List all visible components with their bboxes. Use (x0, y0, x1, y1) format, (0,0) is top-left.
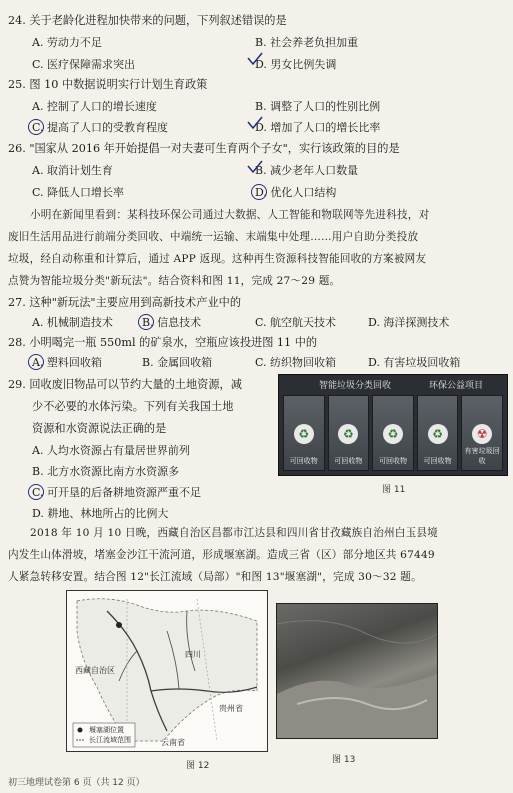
q24-option-d: D. 男女比例失调 (255, 58, 337, 71)
q24-option-b: B. 社会养老负担加重 (255, 36, 359, 49)
passage1-line-4: 点赞为智能垃圾分类"新玩法"。结合资料和图 11，完成 27～29 题。 (8, 275, 341, 287)
figure-13-caption: 图 13 (332, 755, 356, 765)
q25-option-c: C. 提高了人口的受教育程度 (32, 121, 169, 134)
q24-stem: 24. 关于老龄化进程加快带来的问题，下列叙述错误的是 (8, 14, 287, 27)
smart-recycling-figure (278, 374, 508, 476)
q28-option-b: B. 金属回收箱 (142, 356, 213, 369)
q26-option-d: D. 优化人口结构 (255, 186, 337, 199)
recycling-bin (372, 395, 414, 471)
q25-option-b: B. 调整了人口的性别比例 (255, 100, 381, 113)
figure-11-header (279, 378, 507, 392)
q26-checkmark-icon (246, 160, 264, 174)
passage2-line-1: 2018 年 10 月 10 日晚，西藏自治区昌都市江达县和四川省甘孜藏族自治州白玉县境 (30, 527, 438, 539)
figure-11-subtitle: 环保公益项目 (429, 381, 484, 391)
q25-answer-circle (28, 119, 44, 135)
figure-11-caption: 图 11 (382, 485, 406, 495)
hazard-icon: ☢ (472, 424, 492, 444)
q26-option-c: C. 降低人口增长率 (32, 186, 125, 199)
q25-option-d: D. 增加了人口的增长比率 (255, 121, 381, 134)
recycling-bin (417, 395, 459, 471)
legend-lake-location: 堰塞湖位置 (89, 726, 124, 734)
q29-answer-circle (28, 484, 44, 500)
bin-label: 可回收物 (334, 457, 363, 465)
map-label-guizhou: 贵州省 (219, 704, 243, 713)
q28-option-d: D. 有害垃圾回收箱 (368, 356, 461, 369)
q29-stem-line-2: 少不必要的水体污染。下列有关我国土地 (32, 400, 234, 413)
landslide-lake-marker-icon (116, 622, 122, 628)
q27-option-b: B. 信息技术 (142, 316, 202, 329)
hazardous-bin (461, 395, 503, 471)
passage1-line-2: 废旧生活用品进行前端分类回收、中端统一运输、末端集中处理……用户自助分类投放 (8, 231, 419, 243)
q26-option-b: B. 减少老年人口数量 (255, 164, 359, 177)
recycle-icon: ♻ (294, 424, 314, 444)
landslide-lake-photo (276, 603, 438, 739)
photo-drawing (277, 604, 437, 738)
recycle-icon: ♻ (383, 424, 403, 444)
q24-option-c: C. 医疗保障需求突出 (32, 58, 136, 71)
q27-option-d: D. 海洋探测技术 (368, 316, 450, 329)
page-footer: 初三地理试卷第 6 页（共 12 页） (8, 778, 145, 788)
bin-label: 可回收物 (289, 457, 318, 465)
recycle-icon: ♻ (338, 424, 358, 444)
map-label-sichuan: 四川 (185, 650, 201, 659)
q28-stem: 28. 小明喝完一瓶 550ml 的矿泉水，空瓶应该投进图 11 中的 (8, 336, 318, 349)
bin-label: 可回收物 (423, 457, 452, 465)
q24-option-a: A. 劳动力不足 (32, 36, 102, 49)
q29-option-c: C. 可开垦的后备耕地资源严重不足 (32, 486, 202, 499)
recycling-bins (283, 395, 503, 471)
map-label-yunnan: 云南省 (161, 738, 185, 747)
q26-stem: 26. "国家从 2016 年开始提倡一对夫妻可生育两个子女"，实行该政策的目的是 (8, 142, 400, 155)
q29-stem-line-1: 29. 回收废旧物品可以节约大量的土地资源，减 (8, 378, 242, 391)
figure-12-caption: 图 12 (186, 761, 210, 771)
legend-basin-boundary: 长江流域范围 (89, 736, 131, 744)
passage2-line-3: 人紧急转移安置。结合图 12"长江流域（局部）"和图 13"堰塞湖"，完成 30～32 题。 (8, 571, 422, 583)
q27-answer-circle (138, 314, 154, 330)
recycling-bin (328, 395, 370, 471)
q29-option-d: D. 耕地、林地所占的比例大 (32, 507, 169, 520)
q25-stem: 25. 图 10 中数据说明实行计划生育政策 (8, 78, 208, 91)
q29-option-a: A. 人均水资源占有量居世界前列 (32, 444, 190, 457)
bin-label: 有害垃圾回收 (464, 447, 500, 465)
q28-answer-circle (28, 354, 44, 370)
q24-checkmark-icon (246, 52, 264, 66)
q29-stem-line-3: 资源和水资源说法正确的是 (32, 422, 167, 435)
passage1-line-1: 小明在新闻里看到：某科技环保公司通过大数据、人工智能和物联网等先进科技，对 (30, 209, 430, 221)
q26-option-a: A. 取消计划生育 (32, 164, 113, 177)
recycle-icon: ♻ (428, 424, 448, 444)
q27-option-c: C. 航空航天技术 (255, 316, 337, 329)
passage2-line-2: 内发生山体滑坡，堵塞金沙江干流河道，形成堰塞湖。造成三省（区）部分地区共 67449 (8, 549, 435, 561)
map-label-xizang: 西藏自治区 (75, 666, 115, 675)
q27-option-a: A. 机械制造技术 (32, 316, 113, 329)
q27-stem: 27. 这种"新玩法"主要应用到高新技术产业中的 (8, 296, 242, 309)
recycling-bin (283, 395, 325, 471)
q28-option-c: C. 纺织物回收箱 (255, 356, 337, 369)
q25-checkmark-icon (246, 116, 264, 130)
q29-option-b: B. 北方水资源比南方水资源多 (32, 465, 180, 478)
q26-answer-circle (251, 184, 267, 200)
yangtze-basin-map (66, 590, 268, 752)
passage1-line-3: 垃圾，经自动称重和计算后，通过 APP 返现。这种再生资源科技智能回收的方案被网友 (8, 253, 427, 265)
figure-11-title: 智能垃圾分类回收 (319, 381, 392, 391)
bin-label: 可回收物 (378, 457, 407, 465)
q28-option-a: A. 塑料回收箱 (32, 356, 102, 369)
q25-option-a: A. 控制了人口的增长速度 (32, 100, 157, 113)
